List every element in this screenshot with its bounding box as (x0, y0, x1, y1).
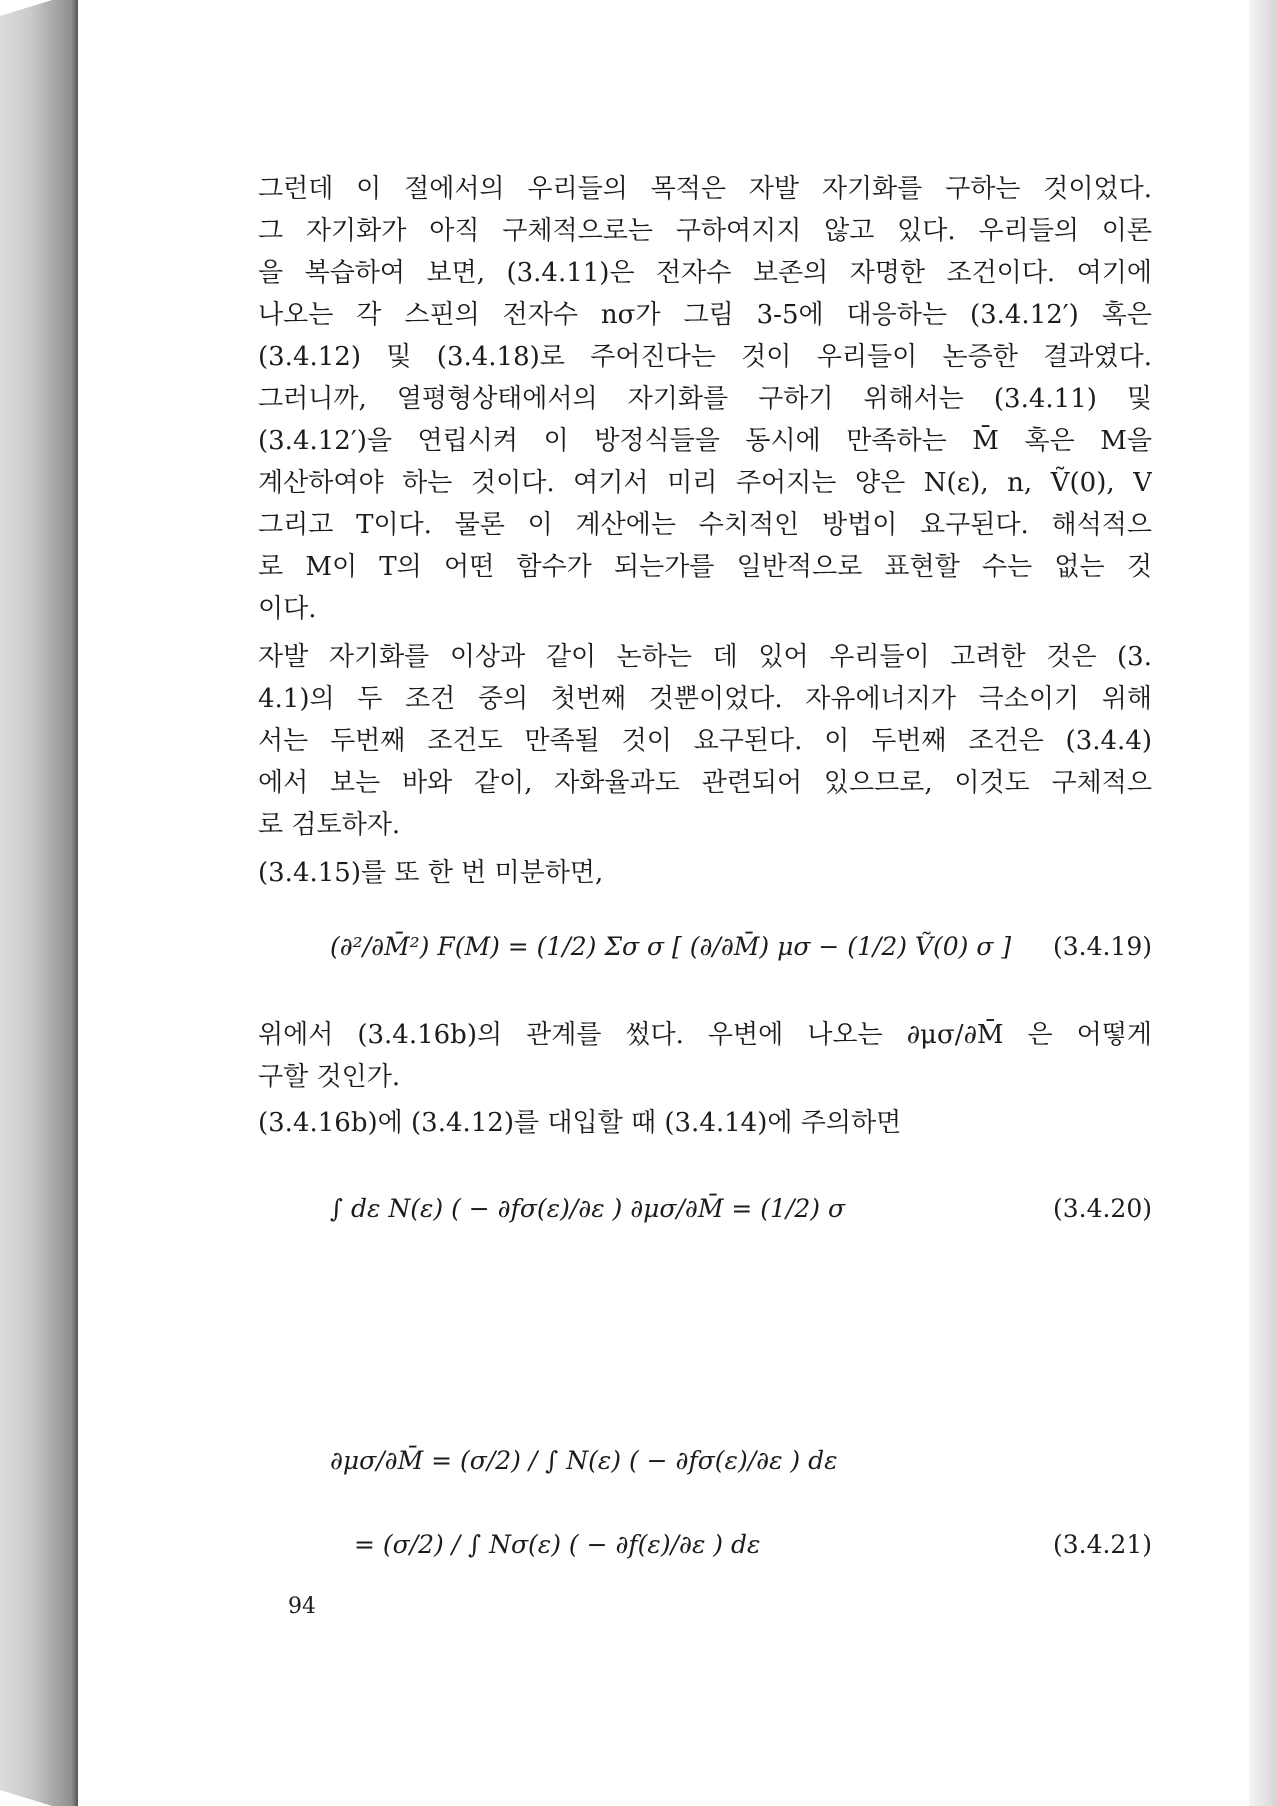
text-line: (3.4.12) 및 (3.4.18)로 주어진다는 것이 우리들이 논증한 결과였다. (258, 342, 1152, 372)
text-line: (3.4.15)를 또 한 번 미분하면, (258, 858, 604, 888)
text-line: 로 M이 T의 어떤 함수가 되는가를 일반적으로 표현할 수는 없는 것 (258, 552, 1152, 582)
text-line: (3.4.12′)을 연립시켜 이 방정식들을 동시에 만족하는 M̄ 혹은 M을 (258, 426, 1152, 456)
text-line: 에서 보는 바와 같이, 자화율과도 관련되어 있으므로, 이것도 구체적으 (258, 768, 1152, 798)
equation-number: (3.4.19) (1052, 932, 1152, 961)
text-line: 서는 두번째 조건도 만족될 것이 요구된다. 이 두번째 조건은 (3.4.4) (258, 726, 1152, 756)
paragraph-3 (258, 852, 1152, 894)
equation-number: (3.4.21) (1052, 1530, 1152, 1559)
equation-body: ∂μσ/∂M̄ = (σ/2) / ∫ N(ε) ( − ∂fσ(ε)/∂ε ) dε (330, 1446, 838, 1475)
text-line: 그리고 T이다. 물론 이 계산에는 수치적인 방법이 요구된다. 해석적으 (258, 510, 1152, 540)
paragraph-1 (258, 168, 1152, 630)
text-line: 그 자기화가 아직 구체적으로는 구하여지지 않고 있다. 우리들의 이론 (258, 216, 1152, 246)
equation-body: (∂²/∂M̄²) F(M) = (1/2) Σσ σ [ (∂/∂M̄) μσ − (1/2) Ṽ(0) σ ] (330, 932, 1012, 961)
text-line: 나오는 각 스핀의 전자수 nσ가 그림 3-5에 대응하는 (3.4.12′) 혹은 (258, 300, 1152, 330)
text-line: 이다. (258, 594, 317, 624)
text-line: 을 복습하여 보면, (3.4.11)은 전자수 보존의 자명한 조건이다. 여기에 (258, 258, 1152, 288)
paragraph-2 (258, 636, 1152, 846)
page-number: 94 (288, 1594, 316, 1619)
equation-body: = (σ/2) / ∫ Nσ(ε) ( − ∂f(ε)/∂ε ) dε (354, 1530, 761, 1559)
book-page-edge-left (0, 0, 78, 1806)
text-line: 그런데 이 절에서의 우리들의 목적은 자발 자기화를 구하는 것이었다. (258, 174, 1152, 204)
text-line: 계산하여야 하는 것이다. 여기서 미리 주어지는 양은 N(ε), n, Ṽ(0), V (258, 468, 1152, 498)
paragraph-5 (258, 1102, 1152, 1144)
text-line: 구할 것인가. (258, 1062, 401, 1092)
text-line: 그러니까, 열평형상태에서의 자기화를 구하기 위해서는 (3.4.11) 및 (258, 384, 1152, 414)
text-line: 로 검토하자. (258, 810, 401, 840)
equation-number: (3.4.20) (1052, 1194, 1152, 1223)
text-line: 위에서 (3.4.16b)의 관계를 썼다. 우변에 나오는 ∂μσ/∂M̄ 은 어떻게 (258, 1020, 1152, 1050)
paragraph-4 (258, 1014, 1152, 1098)
text-line: 자발 자기화를 이상과 같이 논하는 데 있어 우리들이 고려한 것은 (3. (258, 642, 1152, 672)
book-page-edge-right (1249, 0, 1277, 1806)
equation-body: ∫ dε N(ε) ( − ∂fσ(ε)/∂ε ) ∂μσ/∂M̄ = (1/2) σ (330, 1194, 846, 1223)
text-line: 4.1)의 두 조건 중의 첫번째 것뿐이었다. 자유에너지가 극소이기 위해 (258, 684, 1152, 714)
text-line: (3.4.16b)에 (3.4.12)를 대입할 때 (3.4.14)에 주의하면 (258, 1108, 902, 1138)
